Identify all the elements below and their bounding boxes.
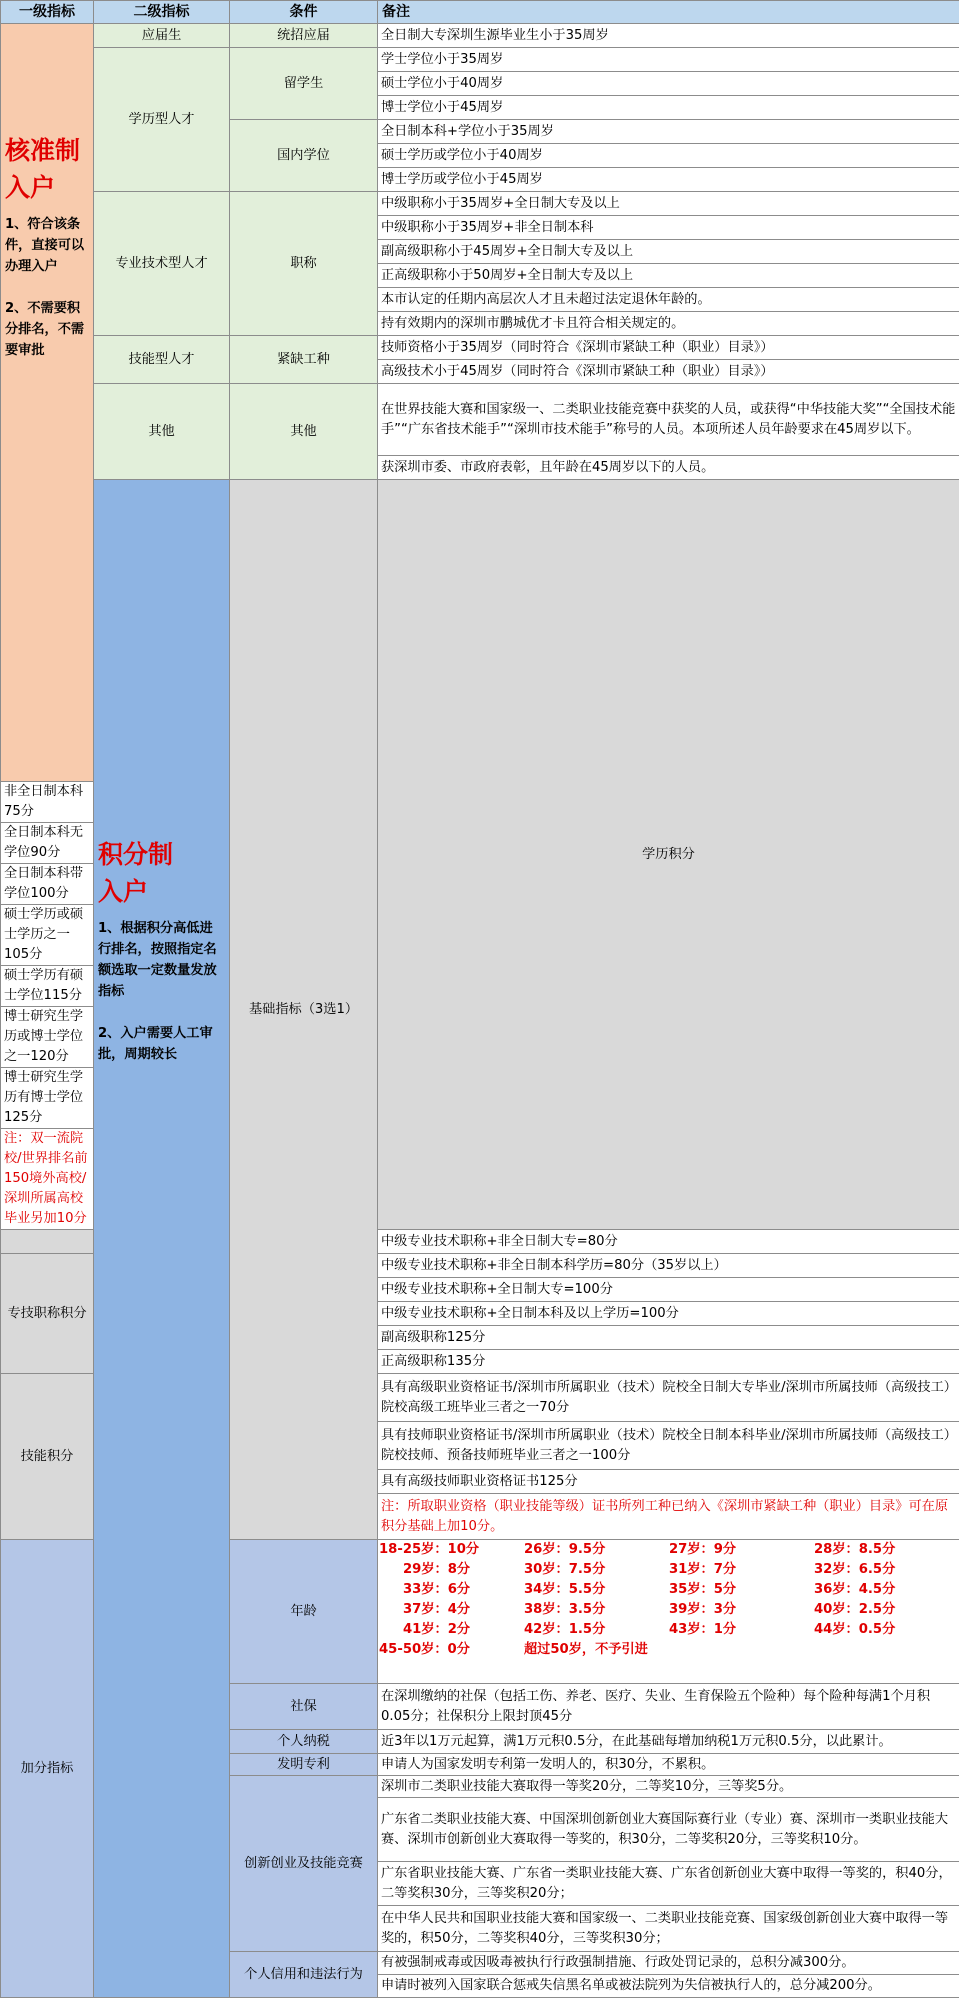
age-score-item: 超过50岁，不予引进: [524, 1640, 669, 1660]
condition-xinyong: 个人信用和违法行为: [230, 1952, 378, 1998]
remark: 全日制本科带学位100分: [1, 864, 94, 905]
age-score-grid: [378, 1540, 959, 1660]
remark: 申请人为国家发明专利第一发明人的，积30分，不累积。: [378, 1754, 959, 1776]
remark: 持有效期内的深圳市鹏城优才卡且符合相关规定的。: [378, 312, 959, 336]
remark: 申请时被列入国家联合惩戒失信黑名单或被法院列为失信被执行人的，总分减200分。: [378, 1975, 959, 1998]
age-score-item: [814, 1640, 959, 1660]
remark: 中级专业技术职称+非全日制大专=80分: [378, 1230, 959, 1254]
remark: 硕士学历有硕士学位115分: [1, 966, 94, 1007]
age-score-item: 35岁：5分: [669, 1580, 814, 1600]
condition-liuxue: 留学生: [230, 48, 378, 120]
remark-note: 注：所取职业资格（职业技能等级）证书所列工种已纳入《深圳市紧缺工种（职业）目录》可在原积分基础上加10分。: [378, 1494, 959, 1540]
remark: 获深圳市委、市政府表彰，且年龄在45周岁以下的人员。: [378, 456, 959, 480]
condition-jinque: 紧缺工种: [230, 336, 378, 384]
remark: 广东省职业技能大赛、广东省一类职业技能大赛、广东省创新创业大赛中取得一等奖的，积40分，二等奖积30分，三等奖积20分；: [378, 1862, 959, 1906]
remark: 本市认定的任期内高层次人才且未超过法定退休年龄的。: [378, 288, 959, 312]
remark: 硕士学位小于40周岁: [378, 72, 959, 96]
age-score-item: 43岁：1分: [669, 1620, 814, 1640]
header-row: [1, 1, 959, 24]
age-score-item: 34岁：5.5分: [524, 1580, 669, 1600]
age-score-item: 26岁：9.5分: [524, 1540, 669, 1560]
remark: 有被强制戒毒或因吸毒被执行行政强制措施、行政处罚记录的，总积分减300分。: [378, 1952, 959, 1975]
condition-qita: 其他: [230, 384, 378, 480]
age-score-item: 31岁：7分: [669, 1560, 814, 1580]
remark: 博士研究生学历有博士学位125分: [1, 1068, 94, 1129]
remark: 全日制大专深圳生源毕业生小于35周岁: [378, 24, 959, 48]
jifen-title-line1: 积分制: [98, 836, 225, 873]
header-remark: 备注: [378, 1, 959, 24]
remark: 中级职称小于35周岁+非全日制本科: [378, 216, 959, 240]
remark: 非全日制本科75分: [1, 782, 94, 823]
condition-blank: [1, 1230, 94, 1254]
hezhun-title-line2: 入户: [5, 169, 89, 206]
remark: 中级专业技术职称+全日制大专=100分: [378, 1278, 959, 1302]
remark-note: 注：双一流院校/世界排名前150境外高校/深圳所属高校毕业另加10分: [1, 1129, 94, 1230]
remark: 学士学位小于35周岁: [378, 48, 959, 72]
condition-age: 年龄: [230, 1540, 378, 1684]
age-score-item: [669, 1640, 814, 1660]
remark: 高级技术小于45周岁（同时符合《深圳市紧缺工种（职业）目录》）: [378, 360, 959, 384]
age-score-item: 28岁：8.5分: [814, 1540, 959, 1560]
remark: 全日制本科+学位小于35周岁: [378, 120, 959, 144]
hezhun-section: [1, 24, 94, 782]
remark: 深圳市二类职业技能大赛取得一等奖20分，二等奖10分，三等奖5分。: [378, 1776, 959, 1798]
remark: 在中华人民共和国职业技能大赛和国家级一、二类职业技能竞赛、国家级创新创业大赛中取得一等奖的，积50分，二等奖积40分，三等奖积30分；: [378, 1906, 959, 1952]
jifen-title-line2: 入户: [98, 873, 225, 910]
age-score-item: 42岁：1.5分: [524, 1620, 669, 1640]
age-score-item: 29岁：8分: [379, 1560, 524, 1580]
remark: 中级专业技术职称+非全日制本科学历=80分（35岁以上）: [378, 1254, 959, 1278]
condition-zhuanli: 发明专利: [230, 1754, 378, 1776]
condition-zhicheng: 职称: [230, 192, 378, 336]
condition-shebao: 社保: [230, 1684, 378, 1730]
remark: 中级职称小于35周岁+全日制大专及以上: [378, 192, 959, 216]
age-score-item: 33岁：6分: [379, 1580, 524, 1600]
condition-guonei: 国内学位: [230, 120, 378, 192]
level2-jiafen: 加分指标: [1, 1540, 94, 1998]
age-score-item: 37岁：4分: [379, 1600, 524, 1620]
remark: 近3年以1万元起算，满1万元积0.5分，在此基础每增加纳税1万元积0.5分，以此累计。: [378, 1730, 959, 1754]
jifen-section: [94, 480, 230, 1998]
level2-xueli: 学历型人才: [94, 48, 230, 192]
level2-yingjie: 应届生: [94, 24, 230, 48]
age-score-item: 36岁：4.5分: [814, 1580, 959, 1600]
condition-jineng-jifen: 技能积分: [1, 1374, 94, 1540]
condition-tongzhao: 统招应届: [230, 24, 378, 48]
remark: 副高级职称小于45周岁+全日制大专及以上: [378, 240, 959, 264]
remark: 博士学位小于45周岁: [378, 96, 959, 120]
age-score-item: 32岁：6.5分: [814, 1560, 959, 1580]
remark: 中级专业技术职称+全日制本科及以上学历=100分: [378, 1302, 959, 1326]
remark: 全日制本科无学位90分: [1, 823, 94, 864]
age-score-item: 45-50岁：0分: [379, 1640, 524, 1660]
remark: 具有高级技师职业资格证书125分: [378, 1470, 959, 1494]
hezhun-description: 1、符合该条件，直接可以办理入户 2、不需要积分排名，不需要审批: [5, 214, 89, 361]
remark: 硕士学历或学位小于40周岁: [378, 144, 959, 168]
remark: 硕士学历或硕士学历之一105分: [1, 905, 94, 966]
age-score-item: 38岁：3.5分: [524, 1600, 669, 1620]
remark: 副高级职称125分: [378, 1326, 959, 1350]
jifen-description: 1、根据积分高低进行排名，按照指定名额选取一定数量发放指标 2、入户需要人工审批，周期较长: [98, 918, 225, 1065]
header-condition: 条件: [230, 1, 378, 24]
condition-zhicheng-jifen: 专技职称积分: [1, 1254, 94, 1374]
condition-chuangxin: 创新创业及技能竞赛: [230, 1776, 378, 1952]
age-score-item: 18-25岁：10分: [379, 1540, 524, 1560]
condition-xueli-jifen: 学历积分: [378, 480, 959, 1230]
age-score-item: 27岁：9分: [669, 1540, 814, 1560]
remark: 正高级职称小于50周岁+全日制大专及以上: [378, 264, 959, 288]
remark: 在世界技能大赛和国家级一、二类职业技能竞赛中获奖的人员，或获得“中华技能大奖”“全国技术能手”“广东省技术能手”“深圳市技术能手”称号的人员。本项所述人员年龄要求在45周岁以下。: [378, 384, 959, 456]
age-score-item: 41岁：2分: [379, 1620, 524, 1640]
condition-nashui: 个人纳税: [230, 1730, 378, 1754]
level2-zhuanye: 专业技术型人才: [94, 192, 230, 336]
level2-qita: 其他: [94, 384, 230, 480]
header-level1: 一级指标: [1, 1, 94, 24]
remark: 广东省二类职业技能大赛、中国深圳创新创业大赛国际赛行业（专业）赛、深圳市一类职业技能大赛、深圳市创新创业大赛取得一等奖的，积30分，二等奖积20分，三等奖积10分。: [378, 1798, 959, 1862]
remark: 博士研究生学历或博士学位之一120分: [1, 1007, 94, 1068]
age-score-item: 44岁：0.5分: [814, 1620, 959, 1640]
remark: 具有技师职业资格证书/深圳市所属职业（技术）院校全日制本科毕业/深圳市所属技师（高级技工）院校技师、预备技师班毕业三者之一100分: [378, 1422, 959, 1470]
age-score-item: 30岁：7.5分: [524, 1560, 669, 1580]
age-score-item: 40岁：2.5分: [814, 1600, 959, 1620]
remark: 具有高级职业资格证书/深圳市所属职业（技术）院校全日制大专毕业/深圳市所属技师（高级技工）院校高级工班毕业三者之一70分: [378, 1374, 959, 1422]
remark: 正高级职称135分: [378, 1350, 959, 1374]
hezhun-title-line1: 核准制: [5, 132, 89, 169]
header-level2: 二级指标: [94, 1, 230, 24]
remark: 在深圳缴纳的社保（包括工伤、养老、医疗、失业、生育保险五个险种）每个险种每满1个月积0.05分；社保积分上限封顶45分: [378, 1684, 959, 1730]
level2-jichu: 基础指标（3选1）: [230, 480, 378, 1540]
remark: 博士学历或学位小于45周岁: [378, 168, 959, 192]
age-score-table: [378, 1540, 959, 1684]
age-score-item: 39岁：3分: [669, 1600, 814, 1620]
level2-jineng: 技能型人才: [94, 336, 230, 384]
remark: 技师资格小于35周岁（同时符合《深圳市紧缺工种（职业）目录》）: [378, 336, 959, 360]
